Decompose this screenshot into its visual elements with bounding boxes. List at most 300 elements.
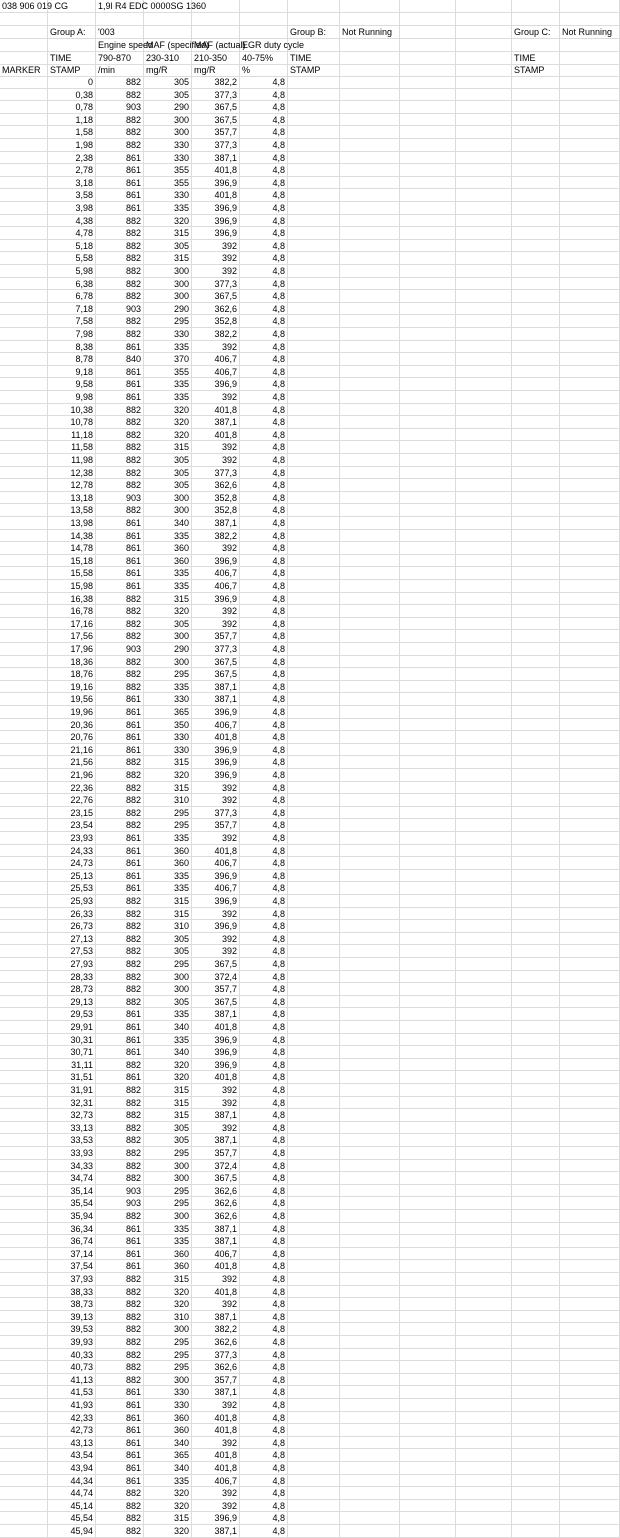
cell[interactable]: TIME [288, 52, 340, 64]
empty-cell[interactable] [512, 1311, 560, 1323]
empty-cell[interactable] [340, 1109, 400, 1121]
data-cell[interactable]: 377,3 [192, 807, 240, 819]
cell[interactable] [400, 64, 456, 76]
empty-cell[interactable] [400, 101, 456, 113]
empty-cell[interactable] [400, 164, 456, 176]
empty-cell[interactable] [560, 1021, 620, 1033]
empty-cell[interactable] [560, 908, 620, 920]
empty-cell[interactable] [400, 1223, 456, 1235]
cell[interactable]: STAMP [48, 64, 96, 76]
empty-cell[interactable] [400, 152, 456, 164]
empty-cell[interactable] [400, 215, 456, 227]
data-cell[interactable]: 300 [144, 1172, 192, 1184]
empty-cell[interactable] [340, 1008, 400, 1020]
data-cell[interactable]: 401,8 [192, 189, 240, 201]
empty-cell[interactable] [400, 1008, 456, 1020]
data-cell[interactable]: 882 [96, 1122, 144, 1134]
empty-cell[interactable] [288, 567, 340, 579]
empty-cell[interactable] [560, 1311, 620, 1323]
marker-cell[interactable] [0, 215, 48, 227]
empty-cell[interactable] [512, 1374, 560, 1386]
empty-cell[interactable] [288, 530, 340, 542]
empty-cell[interactable] [288, 1185, 340, 1197]
data-cell[interactable]: 300 [144, 278, 192, 290]
empty-cell[interactable] [456, 693, 512, 705]
data-cell[interactable]: 861 [96, 567, 144, 579]
empty-cell[interactable] [456, 1185, 512, 1197]
empty-cell[interactable] [340, 1071, 400, 1083]
data-cell[interactable]: 367,5 [192, 290, 240, 302]
empty-cell[interactable] [288, 454, 340, 466]
marker-cell[interactable] [0, 1412, 48, 1424]
data-cell[interactable]: 4,8 [240, 202, 288, 214]
empty-cell[interactable] [456, 1021, 512, 1033]
data-cell[interactable]: 4,8 [240, 1399, 288, 1411]
empty-cell[interactable] [400, 366, 456, 378]
data-cell[interactable]: 4,8 [240, 1021, 288, 1033]
empty-cell[interactable] [288, 152, 340, 164]
empty-cell[interactable] [456, 1034, 512, 1046]
empty-cell[interactable] [400, 1147, 456, 1159]
empty-cell[interactable] [400, 1311, 456, 1323]
empty-cell[interactable] [400, 315, 456, 327]
empty-cell[interactable] [288, 378, 340, 390]
empty-cell[interactable] [288, 1349, 340, 1361]
data-cell[interactable]: 290 [144, 303, 192, 315]
data-cell[interactable]: 4,8 [240, 882, 288, 894]
data-cell[interactable]: 882 [96, 630, 144, 642]
empty-cell[interactable] [456, 290, 512, 302]
data-cell[interactable]: 315 [144, 1084, 192, 1096]
empty-cell[interactable] [560, 76, 620, 88]
data-cell[interactable]: 4,8 [240, 126, 288, 138]
data-cell[interactable]: 305 [144, 996, 192, 1008]
data-cell[interactable]: 360 [144, 542, 192, 554]
data-cell[interactable]: 305 [144, 479, 192, 491]
data-cell[interactable]: 4,8 [240, 719, 288, 731]
data-cell[interactable]: 340 [144, 517, 192, 529]
empty-cell[interactable] [340, 845, 400, 857]
empty-cell[interactable] [456, 656, 512, 668]
data-cell[interactable]: 365 [144, 706, 192, 718]
data-cell[interactable]: 4,8 [240, 681, 288, 693]
data-cell[interactable]: 34,33 [48, 1160, 96, 1172]
data-cell[interactable]: 7,58 [48, 315, 96, 327]
data-cell[interactable]: 350 [144, 719, 192, 731]
marker-cell[interactable] [0, 1487, 48, 1499]
empty-cell[interactable] [560, 1235, 620, 1247]
empty-cell[interactable] [560, 126, 620, 138]
data-cell[interactable]: 32,73 [48, 1109, 96, 1121]
marker-cell[interactable] [0, 630, 48, 642]
data-cell[interactable]: 9,98 [48, 391, 96, 403]
marker-cell[interactable] [0, 1361, 48, 1373]
marker-cell[interactable] [0, 290, 48, 302]
data-cell[interactable]: 320 [144, 429, 192, 441]
data-cell[interactable]: 4,8 [240, 567, 288, 579]
empty-cell[interactable] [456, 1399, 512, 1411]
data-cell[interactable]: 4,8 [240, 278, 288, 290]
empty-cell[interactable] [340, 555, 400, 567]
empty-cell[interactable] [288, 920, 340, 932]
data-cell[interactable]: 401,8 [192, 1260, 240, 1272]
data-cell[interactable]: 861 [96, 1399, 144, 1411]
empty-cell[interactable] [456, 971, 512, 983]
data-cell[interactable]: 392 [192, 1298, 240, 1310]
empty-cell[interactable] [340, 404, 400, 416]
data-cell[interactable]: 300 [144, 126, 192, 138]
data-cell[interactable]: 15,58 [48, 567, 96, 579]
data-cell[interactable]: 300 [144, 971, 192, 983]
data-cell[interactable]: 396,9 [192, 756, 240, 768]
data-cell[interactable]: 25,53 [48, 882, 96, 894]
empty-cell[interactable] [340, 164, 400, 176]
marker-cell[interactable] [0, 1059, 48, 1071]
empty-cell[interactable] [340, 89, 400, 101]
data-cell[interactable]: 861 [96, 1386, 144, 1398]
empty-cell[interactable] [288, 1399, 340, 1411]
empty-cell[interactable] [288, 1512, 340, 1524]
data-cell[interactable]: 330 [144, 1386, 192, 1398]
data-cell[interactable]: 310 [144, 794, 192, 806]
empty-cell[interactable] [340, 1185, 400, 1197]
data-cell[interactable]: 392 [192, 1399, 240, 1411]
empty-cell[interactable] [340, 1449, 400, 1461]
empty-cell[interactable] [340, 971, 400, 983]
empty-cell[interactable] [560, 278, 620, 290]
empty-cell[interactable] [560, 1185, 620, 1197]
empty-cell[interactable] [340, 1374, 400, 1386]
data-cell[interactable]: 377,3 [192, 278, 240, 290]
data-cell[interactable]: 387,1 [192, 152, 240, 164]
empty-cell[interactable] [340, 731, 400, 743]
empty-cell[interactable] [400, 807, 456, 819]
empty-cell[interactable] [340, 240, 400, 252]
empty-cell[interactable] [560, 1462, 620, 1474]
cell[interactable] [456, 64, 512, 76]
data-cell[interactable]: 16,78 [48, 605, 96, 617]
empty-cell[interactable] [400, 996, 456, 1008]
empty-cell[interactable] [400, 1084, 456, 1096]
data-cell[interactable]: 392 [192, 605, 240, 617]
empty-cell[interactable] [512, 945, 560, 957]
marker-cell[interactable] [0, 920, 48, 932]
data-cell[interactable]: 335 [144, 832, 192, 844]
empty-cell[interactable] [456, 643, 512, 655]
data-cell[interactable]: 377,3 [192, 139, 240, 151]
data-cell[interactable]: 4,8 [240, 1034, 288, 1046]
empty-cell[interactable] [400, 668, 456, 680]
empty-cell[interactable] [340, 945, 400, 957]
data-cell[interactable]: 315 [144, 1512, 192, 1524]
data-cell[interactable]: 882 [96, 618, 144, 630]
empty-cell[interactable] [340, 1097, 400, 1109]
empty-cell[interactable] [400, 580, 456, 592]
empty-cell[interactable] [456, 404, 512, 416]
empty-cell[interactable] [288, 1487, 340, 1499]
marker-cell[interactable] [0, 76, 48, 88]
data-cell[interactable]: 22,36 [48, 782, 96, 794]
data-cell[interactable]: 31,91 [48, 1084, 96, 1096]
empty-cell[interactable] [560, 1084, 620, 1096]
empty-cell[interactable] [456, 126, 512, 138]
data-cell[interactable]: 315 [144, 895, 192, 907]
data-cell[interactable]: 903 [96, 303, 144, 315]
empty-cell[interactable] [400, 1260, 456, 1272]
empty-cell[interactable] [400, 139, 456, 151]
empty-cell[interactable] [400, 1487, 456, 1499]
marker-cell[interactable] [0, 1525, 48, 1537]
marker-cell[interactable] [0, 656, 48, 668]
data-cell[interactable]: 392 [192, 832, 240, 844]
data-cell[interactable]: 392 [192, 454, 240, 466]
empty-cell[interactable] [400, 1449, 456, 1461]
empty-cell[interactable] [560, 1412, 620, 1424]
empty-cell[interactable] [560, 1046, 620, 1058]
data-cell[interactable]: 882 [96, 971, 144, 983]
data-cell[interactable]: 4,8 [240, 1160, 288, 1172]
empty-cell[interactable] [456, 467, 512, 479]
data-cell[interactable]: 43,54 [48, 1449, 96, 1461]
marker-cell[interactable] [0, 794, 48, 806]
data-cell[interactable]: 295 [144, 315, 192, 327]
empty-cell[interactable] [400, 265, 456, 277]
data-cell[interactable]: 903 [96, 1185, 144, 1197]
empty-cell[interactable] [560, 882, 620, 894]
marker-cell[interactable] [0, 807, 48, 819]
data-cell[interactable]: 882 [96, 920, 144, 932]
data-cell[interactable]: 4,8 [240, 542, 288, 554]
empty-cell[interactable] [288, 1323, 340, 1335]
data-cell[interactable]: 4,8 [240, 656, 288, 668]
empty-cell[interactable] [512, 882, 560, 894]
empty-cell[interactable] [512, 920, 560, 932]
data-cell[interactable]: 4,8 [240, 290, 288, 302]
data-cell[interactable]: 882 [96, 1160, 144, 1172]
empty-cell[interactable] [400, 593, 456, 605]
empty-cell[interactable] [288, 1449, 340, 1461]
empty-cell[interactable] [456, 807, 512, 819]
empty-cell[interactable] [512, 101, 560, 113]
marker-cell[interactable] [0, 971, 48, 983]
empty-cell[interactable] [560, 265, 620, 277]
empty-cell[interactable] [512, 378, 560, 390]
empty-cell[interactable] [400, 782, 456, 794]
empty-cell[interactable] [288, 1197, 340, 1209]
empty-cell[interactable] [400, 303, 456, 315]
empty-cell[interactable] [288, 391, 340, 403]
data-cell[interactable]: 320 [144, 215, 192, 227]
data-cell[interactable]: 2,38 [48, 152, 96, 164]
data-cell[interactable]: 4,8 [240, 1260, 288, 1272]
data-cell[interactable]: 335 [144, 1475, 192, 1487]
data-cell[interactable]: 295 [144, 1361, 192, 1373]
data-cell[interactable]: 882 [96, 227, 144, 239]
empty-cell[interactable] [288, 76, 340, 88]
data-cell[interactable]: 295 [144, 1197, 192, 1209]
data-cell[interactable]: 382,2 [192, 1323, 240, 1335]
cell[interactable] [240, 0, 288, 12]
empty-cell[interactable] [560, 315, 620, 327]
data-cell[interactable]: 382,2 [192, 328, 240, 340]
empty-cell[interactable] [340, 1323, 400, 1335]
empty-cell[interactable] [560, 139, 620, 151]
empty-cell[interactable] [340, 517, 400, 529]
data-cell[interactable]: 882 [96, 996, 144, 1008]
empty-cell[interactable] [400, 1386, 456, 1398]
data-cell[interactable]: 29,53 [48, 1008, 96, 1020]
empty-cell[interactable] [400, 693, 456, 705]
data-cell[interactable]: 4,8 [240, 164, 288, 176]
data-cell[interactable]: 4,8 [240, 1046, 288, 1058]
empty-cell[interactable] [512, 1021, 560, 1033]
empty-cell[interactable] [456, 782, 512, 794]
empty-cell[interactable] [288, 983, 340, 995]
data-cell[interactable]: 4,8 [240, 1437, 288, 1449]
data-cell[interactable]: 4,8 [240, 1374, 288, 1386]
empty-cell[interactable] [288, 744, 340, 756]
empty-cell[interactable] [288, 1311, 340, 1323]
empty-cell[interactable] [400, 114, 456, 126]
data-cell[interactable]: 396,9 [192, 1034, 240, 1046]
data-cell[interactable]: 882 [96, 76, 144, 88]
data-cell[interactable]: 9,58 [48, 378, 96, 390]
empty-cell[interactable] [560, 1349, 620, 1361]
empty-cell[interactable] [456, 681, 512, 693]
marker-cell[interactable] [0, 315, 48, 327]
empty-cell[interactable] [288, 769, 340, 781]
empty-cell[interactable] [340, 542, 400, 554]
cell[interactable]: Not Running [560, 26, 620, 38]
data-cell[interactable]: 387,1 [192, 1311, 240, 1323]
marker-cell[interactable] [0, 1336, 48, 1348]
marker-cell[interactable] [0, 832, 48, 844]
empty-cell[interactable] [512, 794, 560, 806]
empty-cell[interactable] [340, 933, 400, 945]
data-cell[interactable]: 0,38 [48, 89, 96, 101]
empty-cell[interactable] [340, 1399, 400, 1411]
marker-cell[interactable] [0, 996, 48, 1008]
data-cell[interactable]: 4,8 [240, 341, 288, 353]
data-cell[interactable]: 4,8 [240, 467, 288, 479]
empty-cell[interactable] [400, 618, 456, 630]
marker-cell[interactable] [0, 1021, 48, 1033]
data-cell[interactable]: 315 [144, 593, 192, 605]
cell[interactable]: Not Running [340, 26, 400, 38]
empty-cell[interactable] [560, 1008, 620, 1020]
data-cell[interactable]: 340 [144, 1046, 192, 1058]
empty-cell[interactable] [456, 870, 512, 882]
empty-cell[interactable] [340, 1034, 400, 1046]
empty-cell[interactable] [340, 895, 400, 907]
data-cell[interactable]: 861 [96, 542, 144, 554]
empty-cell[interactable] [456, 1349, 512, 1361]
data-cell[interactable]: 4,8 [240, 177, 288, 189]
empty-cell[interactable] [400, 1512, 456, 1524]
data-cell[interactable]: 4,8 [240, 303, 288, 315]
data-cell[interactable]: 34,74 [48, 1172, 96, 1184]
empty-cell[interactable] [456, 630, 512, 642]
empty-cell[interactable] [560, 530, 620, 542]
empty-cell[interactable] [288, 1021, 340, 1033]
empty-cell[interactable] [288, 303, 340, 315]
empty-cell[interactable] [340, 189, 400, 201]
empty-cell[interactable] [288, 479, 340, 491]
empty-cell[interactable] [340, 668, 400, 680]
data-cell[interactable]: 396,9 [192, 1059, 240, 1071]
cell[interactable]: MAF (specified) [146, 40, 210, 50]
empty-cell[interactable] [340, 832, 400, 844]
empty-cell[interactable] [288, 1273, 340, 1285]
data-cell[interactable]: 362,6 [192, 479, 240, 491]
data-cell[interactable]: 10,78 [48, 416, 96, 428]
data-cell[interactable]: 335 [144, 378, 192, 390]
empty-cell[interactable] [288, 593, 340, 605]
data-cell[interactable]: 392 [192, 782, 240, 794]
empty-cell[interactable] [512, 1512, 560, 1524]
data-cell[interactable]: 335 [144, 882, 192, 894]
empty-cell[interactable] [456, 567, 512, 579]
data-cell[interactable]: 882 [96, 807, 144, 819]
empty-cell[interactable] [288, 1235, 340, 1247]
empty-cell[interactable] [456, 593, 512, 605]
empty-cell[interactable] [456, 1525, 512, 1537]
data-cell[interactable]: 4,8 [240, 971, 288, 983]
data-cell[interactable]: 4,8 [240, 1109, 288, 1121]
data-cell[interactable]: 12,38 [48, 467, 96, 479]
empty-cell[interactable] [288, 517, 340, 529]
data-cell[interactable]: 392 [192, 265, 240, 277]
data-cell[interactable]: 4,8 [240, 492, 288, 504]
empty-cell[interactable] [456, 996, 512, 1008]
empty-cell[interactable] [340, 1248, 400, 1260]
empty-cell[interactable] [560, 819, 620, 831]
cell[interactable]: mg/R [192, 64, 240, 76]
data-cell[interactable]: 387,1 [192, 693, 240, 705]
empty-cell[interactable] [512, 1412, 560, 1424]
empty-cell[interactable] [512, 315, 560, 327]
empty-cell[interactable] [340, 139, 400, 151]
marker-cell[interactable] [0, 693, 48, 705]
empty-cell[interactable] [340, 882, 400, 894]
empty-cell[interactable] [560, 668, 620, 680]
data-cell[interactable]: 861 [96, 177, 144, 189]
empty-cell[interactable] [512, 857, 560, 869]
data-cell[interactable]: 315 [144, 252, 192, 264]
empty-cell[interactable] [340, 1084, 400, 1096]
data-cell[interactable]: 4,8 [240, 593, 288, 605]
empty-cell[interactable] [400, 895, 456, 907]
cell[interactable]: EGR duty cycle [242, 40, 305, 50]
data-cell[interactable]: 377,3 [192, 89, 240, 101]
empty-cell[interactable] [288, 202, 340, 214]
empty-cell[interactable] [456, 882, 512, 894]
data-cell[interactable]: 861 [96, 1008, 144, 1020]
empty-cell[interactable] [512, 152, 560, 164]
data-cell[interactable]: 396,9 [192, 1512, 240, 1524]
data-cell[interactable]: 315 [144, 908, 192, 920]
empty-cell[interactable] [288, 1223, 340, 1235]
empty-cell[interactable] [560, 630, 620, 642]
data-cell[interactable]: 8,78 [48, 353, 96, 365]
data-cell[interactable]: 392 [192, 794, 240, 806]
data-cell[interactable]: 4,8 [240, 580, 288, 592]
empty-cell[interactable] [400, 441, 456, 453]
empty-cell[interactable] [288, 1097, 340, 1109]
empty-cell[interactable] [288, 1046, 340, 1058]
data-cell[interactable]: 882 [96, 1210, 144, 1222]
empty-cell[interactable] [288, 1298, 340, 1310]
